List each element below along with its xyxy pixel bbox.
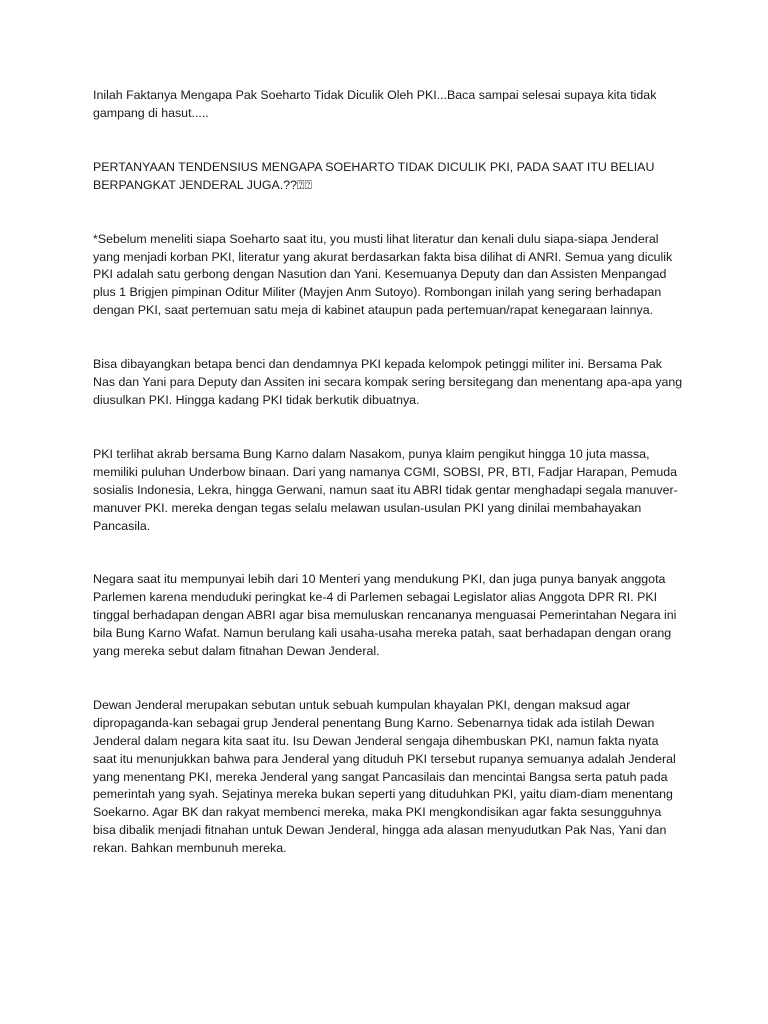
paragraph-spacer <box>93 320 683 356</box>
paragraph-spacer <box>93 535 683 571</box>
paragraph-nasakom: PKI terlihat akrab bersama Bung Karno dalam Nasakom, punya klaim pengikut hingga 10 juta massa, memiliki puluhan Underbow binaan. Dari yang namanya CGMI, SOBSI, PR, BTI, Fadjar Harapan, Pemuda sosialis Indonesia, Lekra, hingga Gerwani, namun saat itu ABRI tidak gentar menghadapi segala manuver-manuver PKI. mereka dengan tegas selalu melawan usulan-usulan PKI yang dinilai membahayakan Pancasila. <box>93 446 678 533</box>
paragraph-pki-hatred: Bisa dibayangkan betapa benci dan dendamnya PKI kepada kelompok petinggi militer ini. Bersama Pak Nas dan Yani para Deputy dan Assiten ini secara kompak sering bersitegang dan menentang apa-apa yang diusulkan PKI. Hingga kadang PKI tidak berkutik dibuatnya. <box>93 357 683 407</box>
paragraph-dewan-jenderal: Dewan Jenderal merupakan sebutan untuk sebuah kumpulan khayalan PKI, dengan maksud agar dipropaganda-kan sebagai grup Jenderal penentang Bung Karno. Sebenarnya tidak ada istilah Dewan Jenderal dalam negara kita saat itu. Isu Dewan Jenderal sengaja dihembuskan PKI, namun fakta nyata saat itu menunjukkan bahwa para Jenderal yang dituduh PKI tersebut rupanya semuanya adalah Jenderal yang menentang PKI, mereka Jenderal yang sangat Pancasilais dan mencintai Bangsa serta patuh pada pemerintah yang syah. Sejatinya mereka bukan seperti yang dituduhkan PKI, yaitu diam-diam menentang Soekarno. Agar BK dan rakyat membenci mereka, maka PKI mengkondisikan agar fakta sesungguhnya bisa dibalik menjadi fitnahan untuk Dewan Jenderal, hingga ada alasan menyudutkan Pak Nas, Yani dan rekan. Bahkan membunuh mereka. <box>93 697 676 856</box>
paragraph-spacer <box>93 410 683 446</box>
paragraph-ministers-parliament: Negara saat itu mempunyai lebih dari 10 Menteri yang mendukung PKI, dan juga punya banyak anggota Parlemen karena menduduki peringkat ke-4 di Parlemen sebagai Legislator alias Anggota DPR RI. PKI tinggal berhadapan dengan ABRI agar bisa memuluskan rencananya menguasai Pemerintahan Negara ini bila Bung Karno Wafat. Namun berulang kali usaha-usaha mereka patah, saat berhadapan dengan orang yang mereka sebut dalam fitnahan Dewan Jenderal. <box>93 572 677 659</box>
question-heading: PERTANYAAN TENDENSIUS MENGAPA SOEHARTO TIDAK DICULIK PKI, PADA SAAT ITU BELIAU BERPANGKAT JENDERAL JUGA.??⍰⍰ <box>93 159 655 192</box>
paragraph-spacer <box>93 195 683 231</box>
article-title: Inilah Faktanya Mengapa Pak Soeharto Tidak Diculik Oleh PKI...Baca sampai selesai supaya kita tidak gampang di hasut..... <box>93 88 657 120</box>
paragraph-spacer <box>93 123 683 159</box>
paragraph-generals-victims: *Sebelum meneliti siapa Soeharto saat itu, you musti lihat literatur dan kenali dulu siapa-siapa Jenderal yang menjadi korban PKI, literatur yang akurat berdasarkan fakta bisa dilihat di ANRI. Semua yang diculik PKI adalah satu gerbong dengan Nasution dan Yani. Kesemuanya Deputy dan dan Assisten Menpangad plus 1 Brigjen pimpinan Oditur Militer (Mayjen Anm Sutoyo). Rombongan inilah yang sering berhadapan dengan PKI, saat pertemuan satu meja di kabinet ataupun pada pertemuan/rapat kenegaraan lainnya. <box>93 231 673 318</box>
document-body <box>93 87 683 858</box>
paragraph-spacer <box>93 661 683 697</box>
